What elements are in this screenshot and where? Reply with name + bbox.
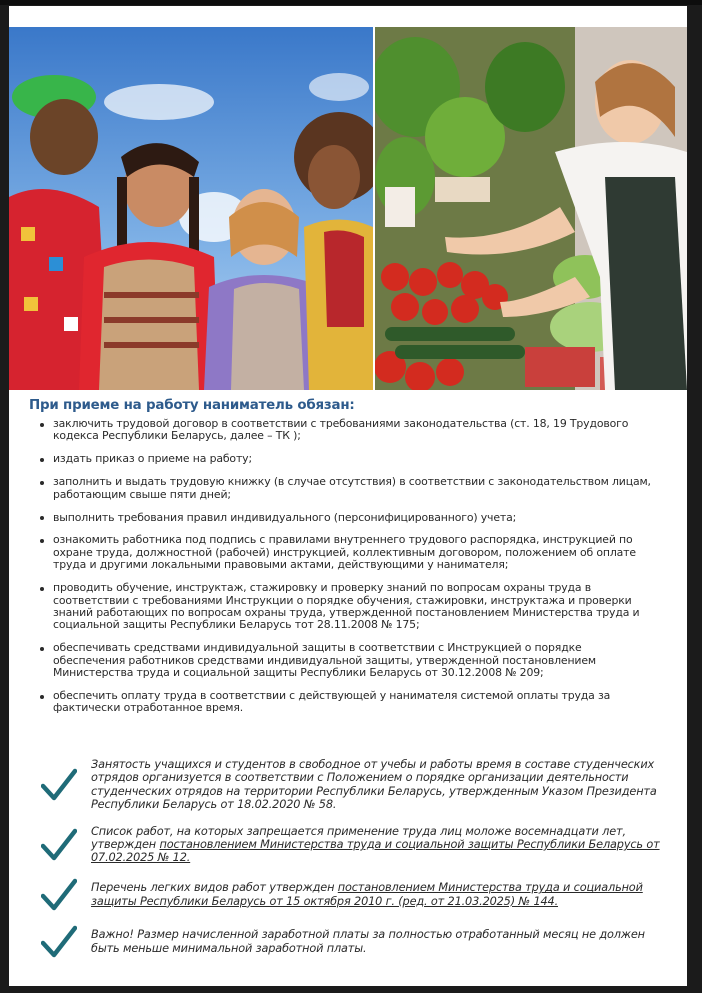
note-text [91, 825, 671, 865]
list-item: выполнить требования правил индивидуального (персонифицированного) учета; [53, 512, 663, 524]
top-bar [0, 0, 702, 5]
list-item: обеспечивать средствами индивидуальной защиты в соответствии с Инструкцией о порядке обеспечения работников средствами индивидуальной защиты, утвержденной постановлением Министерства труда и социальной защиты Республики Беларусь от 30.12.2008 № 209; [53, 642, 663, 679]
resolution-link[interactable]: постановлением Министерства труда и социальной защиты Республики Беларусь от 07.02.2025 № 12. [91, 838, 660, 865]
note-body: Занятость учащихся и студентов в свободное от учебы и работы время в составе студенческих отрядов организуется в соответствии с Положением о порядке организации деятельности студенческих отрядов на территории Республики Беларусь, утвержденным Указом Президента Республики Беларусь от 18.02.2020 № 58. [91, 758, 657, 812]
students-photo [9, 27, 373, 390]
note-body: Важно! Размер начисленной заработной платы за полностью отработанный месяц не должен быть меньше минимальной заработной платы. [91, 928, 645, 955]
students-photo-graphic [9, 27, 373, 390]
note-prohibited-work [41, 825, 671, 865]
note-text [91, 881, 671, 908]
list-item: заключить трудовой договор в соответствии с требованиями законодательства (ст. 18, 19 Трудового кодекса Республики Беларусь, далее – ТК ); [53, 418, 663, 443]
note-light-work [41, 878, 671, 912]
list-item: заполнить и выдать трудовую книжку (в случае отсутствия) в соответствии с законодательством лицам, работающим свыше пяти дней; [53, 476, 663, 501]
note-student-brigades [41, 758, 671, 812]
note-body: Список работ, на которых запрещается применение труда лиц моложе восемнадцати лет, утвержден [91, 824, 626, 852]
checkmark-icon [41, 925, 77, 959]
note-text [91, 928, 671, 955]
notes-section [41, 758, 671, 972]
section-heading: При приеме на работу наниматель обязан: [29, 398, 355, 413]
list-item: проводить обучение, инструктаж, стажировку и проверку знаний по вопросам охраны труда в соответствии с требованиями Инструкции о порядке обучения, стажировки, инструктажа и проверки знаний работающих по вопросам охраны труда, утвержденной постановлением Министерства труда и социальной защиты Республики Беларусь тот 28.11.2008 № 175; [53, 582, 663, 632]
document-page [9, 6, 687, 986]
photo-banner [9, 27, 687, 390]
note-minimum-wage [41, 925, 671, 959]
main-content [9, 390, 687, 986]
note-body: Перечень легких видов работ утвержден [91, 881, 338, 895]
list-item: обеспечить оплату труда в соответствии с действующей у нанимателя системой оплаты труда за фактически отработанное время. [53, 690, 663, 715]
resolution-link[interactable]: постановлением Министерства труда и социальной защиты Республики Беларусь от 15 октября 2010 г. (ред. от 21.03.2025) № 144. [91, 881, 643, 908]
checkmark-icon [41, 768, 77, 802]
grocery-worker-photo-graphic [375, 27, 687, 390]
grocery-worker-photo [375, 27, 687, 390]
list-item: ознакомить работника под подпись с правилами внутреннего трудового распорядка, инструкцией по охране труда, должностной (рабочей) инструкцией, коллективным договором, положением об оплате труда и другими локальными правовыми актами, действующими у нанимателя; [53, 534, 663, 571]
list-item: издать приказ о приеме на работу; [53, 453, 663, 465]
checkmark-icon [41, 828, 77, 862]
checkmark-icon [41, 878, 77, 912]
note-text [91, 758, 671, 812]
duties-list [29, 418, 663, 715]
